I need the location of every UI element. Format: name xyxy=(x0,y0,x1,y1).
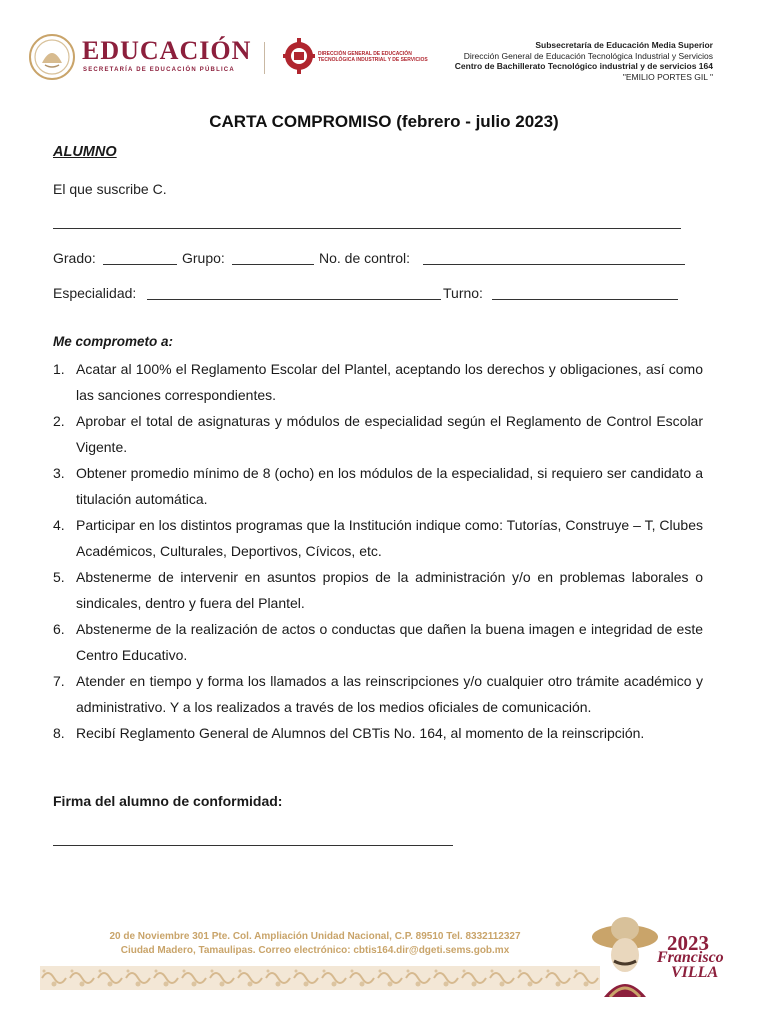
francisco-villa-portrait-icon xyxy=(590,915,660,997)
list-item-number: 6. xyxy=(53,621,65,637)
mexico-coat-of-arms-icon xyxy=(28,33,76,81)
list-item xyxy=(53,356,703,408)
list-item-text: Aprobar el total de asignaturas y módulos de especialidad según el Reglamento de Control Escolar Vigente. xyxy=(76,413,703,455)
list-item xyxy=(53,460,703,512)
list-item xyxy=(53,564,703,616)
list-item-number: 1. xyxy=(53,361,65,377)
villa-name xyxy=(657,950,724,980)
control-label: No. de control: xyxy=(319,250,411,266)
grupo-label: Grupo: xyxy=(182,250,225,266)
footer-address-line-1: 20 de Noviembre 301 Pte. Col. Ampliación Unidad Nacional, C.P. 89510 Tel. 8332112327 xyxy=(109,931,521,942)
list-item xyxy=(53,616,703,668)
list-item-number: 5. xyxy=(53,569,65,585)
decorative-pattern-band xyxy=(40,966,600,990)
list-item-text: Participar en los distintos programas que la Institución indique como: Tutorías, Construye – T, Clubes Académicos, Culturales, Deportivos, Cívicos, etc. xyxy=(76,517,703,559)
institution-block xyxy=(455,40,713,82)
list-item-text: Acatar al 100% el Reglamento Escolar del Plantel, aceptando los derechos y obligaciones, así como las sanciones correspondientes. xyxy=(76,361,703,403)
header-divider xyxy=(264,42,265,74)
list-item xyxy=(53,720,703,746)
list-item-number: 2. xyxy=(53,413,65,429)
dgeti-logo-text: DIRECCIÓN GENERAL DE EDUCACIÓN TECNOLÓGICA INDUSTRIAL Y DE SERVICIOS xyxy=(318,51,428,63)
suscribe-label: El que suscribe C. xyxy=(53,181,167,197)
list-item-text: Abstenerme de intervenir en asuntos propios de la administración y/o en problemas laborales o sindicales, dentro y fuera del Plantel. xyxy=(76,569,703,611)
grado-label: Grado: xyxy=(53,250,96,266)
especialidad-field-line[interactable] xyxy=(147,299,441,300)
list-item xyxy=(53,668,703,720)
list-item-text: Obtener promedio mínimo de 8 (ocho) en los módulos de la especialidad, si requiero ser candidato a titulación automática. xyxy=(76,465,703,507)
institution-line-2: Dirección General de Educación Tecnológica Industrial y Servicios xyxy=(463,50,713,61)
list-item xyxy=(53,408,703,460)
document-title: CARTA COMPROMISO (febrero - julio 2023) xyxy=(209,112,559,131)
dgeti-gear-logo-icon xyxy=(282,36,316,78)
brand-subtitle: SECRETARÍA DE EDUCACIÓN PÚBLICA xyxy=(83,67,235,73)
commitment-list xyxy=(53,356,703,746)
signature-label: Firma del alumno de conformidad: xyxy=(53,793,283,809)
institution-line-4: "EMILIO PORTES GIL " xyxy=(622,71,713,82)
list-item-text: Recibí Reglamento General de Alumnos del CBTis No. 164, al momento de la reinscripción. xyxy=(76,725,645,741)
brand-wordmark: EDUCACIÓN xyxy=(82,36,252,65)
section-label: ALUMNO xyxy=(53,144,117,160)
villa-last-name: VILLA xyxy=(671,964,719,981)
list-item-number: 4. xyxy=(53,517,65,533)
institution-line-1: Subsecretaría de Educación Media Superior xyxy=(535,40,713,50)
list-item xyxy=(53,512,703,564)
turno-label: Turno: xyxy=(443,285,483,301)
list-item-number: 7. xyxy=(53,673,65,689)
list-item-text: Atender en tiempo y forma los llamados a las reinscripciones y/o cualquier otro trámite académico y administrativo. Y a los realizados a través de los medios oficiales de comunicación. xyxy=(76,673,703,715)
grupo-field-line[interactable] xyxy=(232,264,314,265)
control-field-line[interactable] xyxy=(423,264,685,265)
institution-line-3: Centro de Bachillerato Tecnológico industrial y de servicios 164 xyxy=(454,61,713,71)
grado-field-line[interactable] xyxy=(103,264,177,265)
especialidad-label: Especialidad: xyxy=(53,285,137,301)
list-item-number: 8. xyxy=(53,725,65,741)
turno-field-line[interactable] xyxy=(492,299,678,300)
footer-address-line-2: Ciudad Madero, Tamaulipas. Correo electrónico: cbtis164.dir@dgeti.sems.gob.mx xyxy=(120,945,510,956)
list-item-number: 3. xyxy=(53,465,65,481)
list-item-text: Abstenerme de la realización de actos o conductas que dañen la buena imagen e integridad de este Centro Educativo. xyxy=(76,621,703,663)
commitment-heading: Me comprometo a: xyxy=(53,334,174,349)
signature-field-line[interactable] xyxy=(53,845,453,846)
villa-first-name: Francisco xyxy=(657,949,724,966)
villa-year: 2023 xyxy=(667,931,709,955)
name-field-line[interactable] xyxy=(53,228,681,229)
